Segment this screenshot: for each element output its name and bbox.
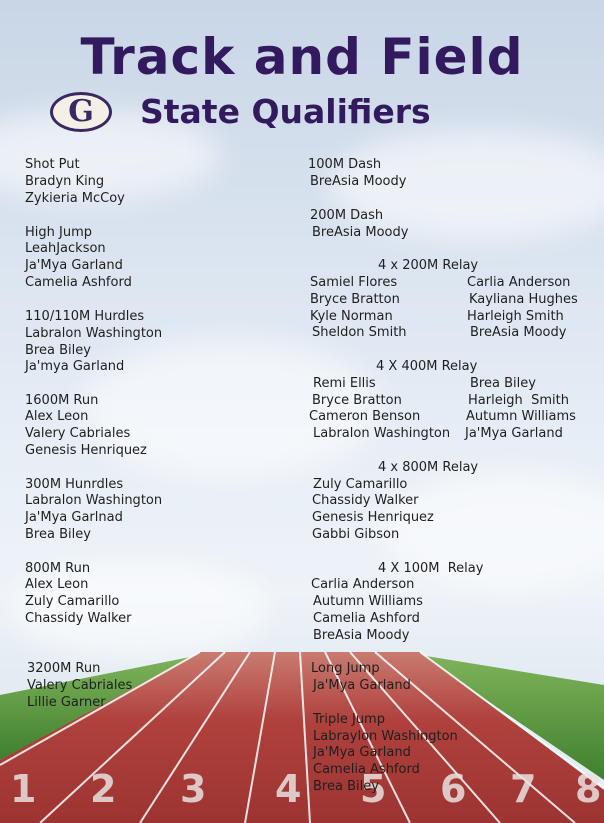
athlete: Brea Biley [25, 343, 91, 358]
athlete: Samiel Flores [310, 275, 398, 290]
athlete: Genesis Henriquez [312, 510, 434, 525]
athlete: Carlia Anderson [311, 577, 415, 592]
athlete: Labralon Washington [25, 493, 163, 508]
event-200m-dash: 200M Dash [310, 208, 384, 223]
athlete: Ja'mya Garland [25, 359, 125, 374]
athlete: Camelia Ashford [313, 762, 420, 777]
athlete: Brea Biley [313, 779, 379, 794]
lane-number: 5 [360, 767, 387, 811]
lane-number: 6 [440, 767, 467, 811]
athlete: Camelia Ashford [313, 611, 420, 626]
athlete: Zykieria McCoy [25, 191, 125, 206]
lane-number: 7 [510, 767, 537, 811]
event-4x200-relay: 4 x 200M Relay [378, 258, 479, 273]
athlete: Remi Ellis [313, 376, 376, 391]
event-4x800-relay: 4 x 800M Relay [378, 460, 479, 475]
athlete: BreAsia Moody [310, 174, 407, 189]
athlete: Autumn Williams [313, 594, 423, 609]
athlete: LeahJackson [25, 241, 106, 256]
event-1600m-run: 1600M Run [25, 393, 99, 408]
event-hurdles: 110/110M Hurdles [25, 309, 145, 324]
event-shot-put: Shot Put [25, 157, 80, 172]
athlete: BreAsia Moody [470, 325, 567, 340]
athlete: Camelia Ashford [25, 275, 132, 290]
athlete: Lillie Garner [27, 695, 106, 710]
athlete: Ja'Mya Garlnad [25, 510, 123, 525]
athlete: Sheldon Smith [312, 325, 407, 340]
athlete: Labralon Washington [313, 426, 451, 441]
page-title: Track and Field [80, 28, 524, 86]
event-triple-jump: Triple Jump [313, 712, 385, 727]
athlete: Ja'Mya Garland [465, 426, 563, 441]
athlete: Labralon Washington [25, 326, 163, 341]
page-subtitle: State Qualifiers [140, 92, 431, 131]
athlete: Genesis Henriquez [25, 443, 147, 458]
athlete: Chassidy Walker [25, 611, 132, 626]
athlete: Chassidy Walker [312, 493, 419, 508]
event-100m-dash: 100M Dash [308, 157, 382, 172]
athlete: Gabbi Gibson [312, 527, 400, 542]
athlete: Autumn Williams [466, 409, 576, 424]
athlete: BreAsia Moody [313, 628, 410, 643]
event-high-jump: High Jump [25, 225, 92, 240]
athlete: Kayliana Hughes [469, 292, 578, 307]
athlete: Zuly Camarillo [313, 477, 408, 492]
lane-number: 2 [90, 767, 117, 811]
logo-letter: G [68, 94, 94, 129]
athlete: Harleigh Smith [467, 309, 564, 324]
athlete: Bryce Bratton [310, 292, 400, 307]
athlete: Bryce Bratton [312, 393, 402, 408]
athlete: BreAsia Moody [312, 225, 409, 240]
lane-number: 1 [10, 767, 37, 811]
athlete: Valery Cabriales [27, 678, 133, 693]
athlete: Ja'Mya Garland [313, 678, 411, 693]
athlete: Ja'Mya Garland [313, 745, 411, 760]
athlete: Alex Leon [25, 577, 89, 592]
athlete: Ja'Mya Garland [25, 258, 123, 273]
athlete: Carlia Anderson [467, 275, 571, 290]
lane-number: 8 [575, 767, 602, 811]
event-4x400-relay: 4 X 400M Relay [376, 359, 478, 374]
event-3200m-run: 3200M Run [27, 661, 101, 676]
school-logo [50, 92, 112, 132]
athlete: Labraylon Washington [313, 729, 458, 744]
athlete: Brea Biley [25, 527, 91, 542]
athlete: Brea Biley [470, 376, 536, 391]
athlete: Harleigh Smith [468, 393, 569, 408]
athlete: Zuly Camarillo [25, 594, 120, 609]
lane-number: 4 [275, 767, 302, 811]
event-4x100-relay: 4 X 100M Relay [378, 561, 484, 576]
event-300m-hurdles: 300M Hunrdles [25, 477, 124, 492]
athlete: Kyle Norman [310, 309, 393, 324]
athlete: Bradyn King [25, 174, 105, 189]
lane-number: 3 [180, 767, 207, 811]
event-800m-run: 800M Run [25, 561, 91, 576]
athlete: Cameron Benson [309, 409, 421, 424]
athlete: Alex Leon [25, 409, 89, 424]
event-long-jump: Long Jump [311, 661, 380, 676]
athlete: Valery Cabriales [25, 426, 131, 441]
